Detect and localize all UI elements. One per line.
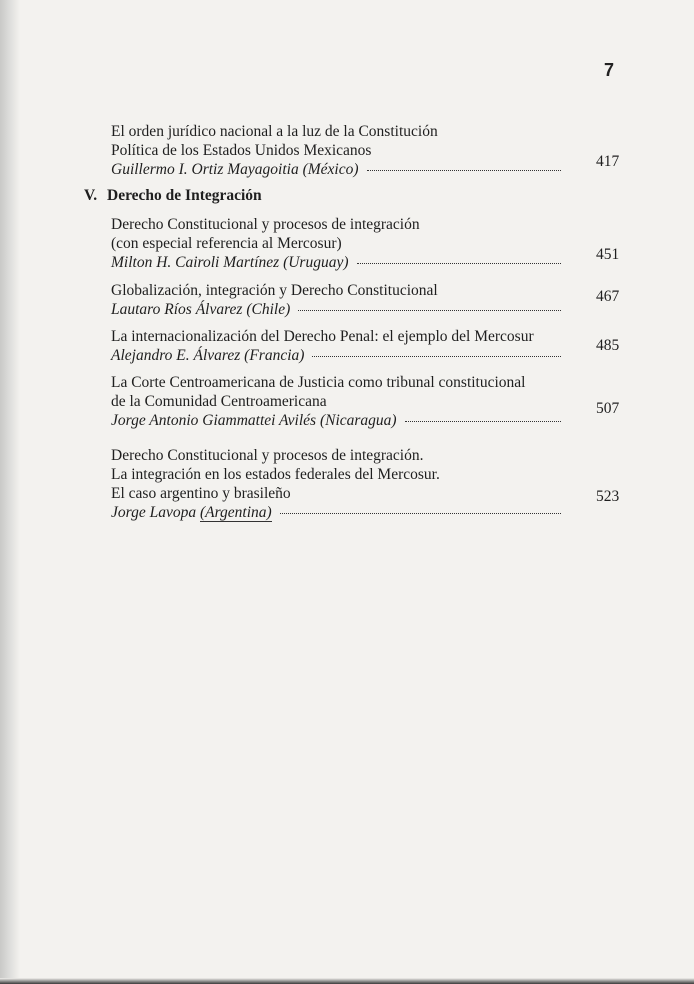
toc-entry (111, 122, 629, 179)
entry-author: Milton H. Cairoli Martínez (Uruguay) (111, 254, 349, 271)
entry-author-row (111, 246, 620, 272)
entry-author: Alejandro E. Álvarez (Francia) (111, 347, 305, 364)
toc-entry (111, 281, 629, 319)
dot-leader (357, 262, 561, 264)
dot-leader (367, 169, 561, 171)
entry-page: 523 (596, 488, 620, 505)
toc-entry (111, 446, 629, 522)
entry-page: 417 (596, 153, 620, 170)
entry-title-line: Globalización, integración y Derecho Constitucional (111, 282, 438, 299)
entry-title-line: La Corte Centroamericana de Justicia como tribunal constitucional (111, 374, 526, 391)
entry-author: Guillermo I. Ortiz Mayagoitia (México) (111, 161, 359, 178)
toc-entry (111, 215, 629, 272)
entry-title-line: El caso argentino y brasileño (111, 485, 291, 502)
entry-title-line: Derecho Constitucional y procesos de integración. (111, 447, 424, 464)
section-title: Derecho de Integración (107, 187, 262, 204)
dot-leader (405, 420, 561, 422)
entry-page: 485 (596, 337, 620, 354)
dot-leader (312, 355, 561, 357)
entry-author-name: Jorge Lavopa (111, 504, 197, 521)
book-spine-shadow (0, 0, 20, 984)
entry-author: Lautaro Ríos Álvarez (Chile) (111, 301, 291, 318)
section-heading (84, 187, 262, 205)
toc-entry (111, 373, 629, 430)
entry-page: 467 (596, 288, 620, 305)
page-bottom-edge (0, 978, 694, 984)
dot-leader (280, 512, 561, 514)
section-numeral: V. (84, 187, 98, 204)
entry-title-line: Derecho Constitucional y procesos de integración (111, 216, 420, 233)
entry-title-line: La integración en los estados federales del Mercosur. (111, 466, 440, 483)
entry-page: 507 (596, 400, 620, 417)
entry-title-line: Política de los Estados Unidos Mexicanos (111, 142, 372, 159)
toc-entry (111, 327, 629, 365)
entry-title-line: El orden jurídico nacional a la luz de la Constitución (111, 123, 438, 140)
entry-author-country: (Argentina) (199, 504, 272, 521)
dot-leader (298, 309, 561, 311)
entry-author: Jorge Antonio Giammattei Avilés (Nicaragua) (111, 412, 397, 429)
entry-author-row (111, 153, 620, 179)
entry-page: 451 (596, 246, 620, 263)
entry-author (111, 503, 272, 522)
entry-title-line: de la Comunidad Centroamericana (111, 393, 327, 410)
entry-title-line: (con especial referencia al Mercosur) (111, 235, 342, 252)
entry-author-row (111, 337, 620, 365)
page-number: 7 (604, 60, 615, 80)
entry-title-line: La internacionalización del Derecho Penal: el ejemplo del Mercosur (111, 328, 534, 345)
